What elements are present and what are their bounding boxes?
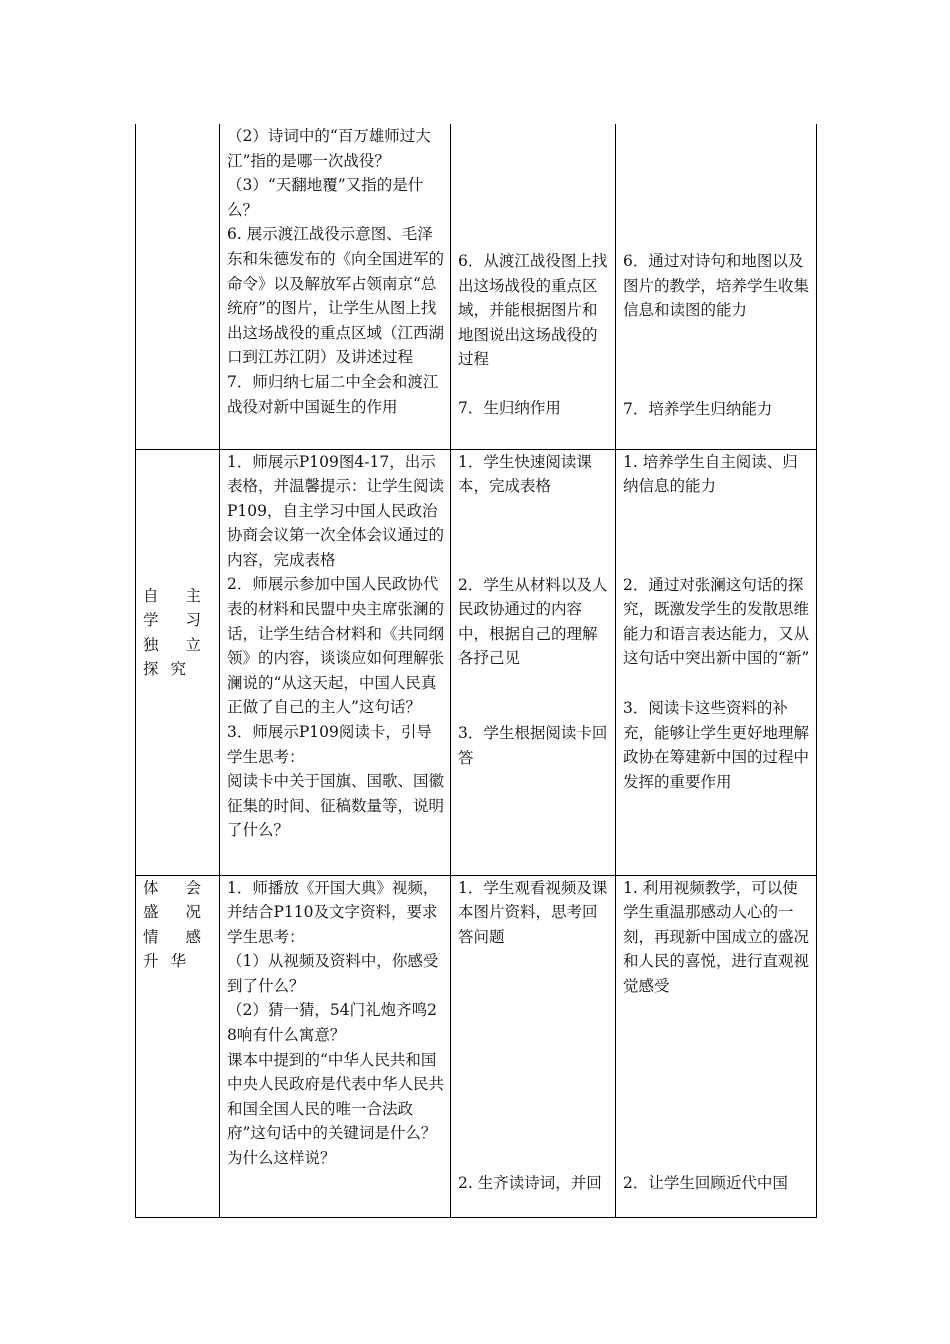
stage-label: 体会盛况情感升华	[143, 878, 213, 971]
intent-item: 2．让学生回顾近代中国	[623, 1174, 788, 1193]
student-item: 6．从渡江战役图上找出这场战役的重点区域，并能根据图片和地图说出这场战役的过程	[458, 252, 608, 369]
student-activity-cell	[451, 875, 616, 1217]
intent-item: 6．通过对诗句和地图以及图片的教学，培养学生收集信息和读图的能力	[623, 252, 810, 320]
teacher-item: （2）猜一猜，54门礼炮齐鸣28响有什么寓意？	[227, 1001, 437, 1045]
intent-item: 2．通过对张澜这句话的探究，既激发学生的发散思维能力和语言表达能力，又从这句话中突出新中国的“新”	[623, 575, 810, 668]
table-row	[136, 875, 817, 1217]
teacher-item: （3）“天翻地覆”又指的是什么？	[227, 176, 424, 219]
teacher-item: 6. 展示渡江战役示意图、毛泽东和朱德发布的《向全国进军的命令》以及解放军占领南京“总统府”的图片，让学生从图上找出这场战役的重点区域（江西湖口到江苏江阴）及讲述过程	[227, 225, 445, 367]
teacher-item: 7．师归纳七届二中全会和渡江战役对新中国诞生的作用	[227, 372, 439, 416]
teacher-activity-cell	[220, 124, 451, 449]
table-row	[136, 449, 817, 875]
intent-item: 7．培养学生归纳能力	[623, 399, 773, 418]
stage-cell	[136, 449, 220, 875]
intent-item: 1. 培养学生自主阅读、归纳信息的能力	[623, 452, 798, 496]
student-item: 1．学生快速阅读课本，完成表格	[458, 452, 592, 496]
student-item: 1．学生观看视频及课本图片资料，思考回答问题	[458, 878, 608, 946]
teacher-item: （2）诗词中的“百万雄师过大江”指的是哪一次战役？	[227, 127, 431, 170]
lesson-plan-table	[135, 124, 817, 1218]
stage-cell	[136, 124, 220, 449]
teacher-activity-cell	[220, 875, 451, 1217]
intent-item: 1. 利用视频教学，可以使学生重温那感动人心的一刻，再现新中国成立的盛况和人民的喜悦，进行直观视觉感受	[623, 878, 810, 995]
teacher-item: 课本中提到的“中华人民共和国中央人民政府是代表中华人民共和国全国人民的唯一合法政府”这句话中的关键词是什么？为什么这样说？	[227, 1050, 445, 1168]
intent-item: 3．阅读卡这些资料的补充，能够让学生更好地理解政协在筹建新中国的过程中发挥的重要作用	[623, 699, 810, 791]
student-activity-cell	[451, 449, 616, 875]
teacher-item: 1．师展示P109图4-17，出示表格，并温馨提示：让学生阅读P109，自主学习中国人民政治协商会议第一次全体会议通过的内容，完成表格	[227, 452, 445, 569]
teacher-item: 2．师展示参加中国人民政协代表的材料和民盟中央主席张澜的话，让学生结合材料和《共同纲领》的内容，谈谈应如何理解张澜说的“从这天起，中国人民真正做了自己的主人”这句话？	[227, 575, 445, 717]
student-item: 2. 生齐读诗词，并回	[458, 1174, 602, 1193]
design-intent-cell	[616, 124, 817, 449]
teacher-item: 阅读卡中关于国旗、国歌、国徽征集的时间、征稿数量等，说明了什么？	[227, 772, 445, 840]
student-item: 3．学生根据阅读卡回答	[458, 724, 608, 767]
student-item: 7．生归纳作用	[458, 398, 561, 417]
stage-label: 自主学习独立探究	[143, 586, 213, 679]
teacher-item: （1）从视频及资料中，你感受到了什么？	[227, 952, 439, 995]
design-intent-cell	[616, 449, 817, 875]
stage-cell	[136, 875, 220, 1217]
teacher-item: 3．师展示P109阅读卡，引导学生思考：	[227, 723, 432, 766]
table-row	[136, 124, 817, 449]
teacher-item: 1．师播放《开国大典》视频，并结合P110及文字资料，要求学生思考：	[227, 878, 439, 946]
student-item: 2．学生从材料以及人民政协通过的内容中，根据自己的理解各抒己见	[458, 575, 608, 668]
student-activity-cell	[451, 124, 616, 449]
design-intent-cell	[616, 875, 817, 1217]
teacher-activity-cell	[220, 449, 451, 875]
